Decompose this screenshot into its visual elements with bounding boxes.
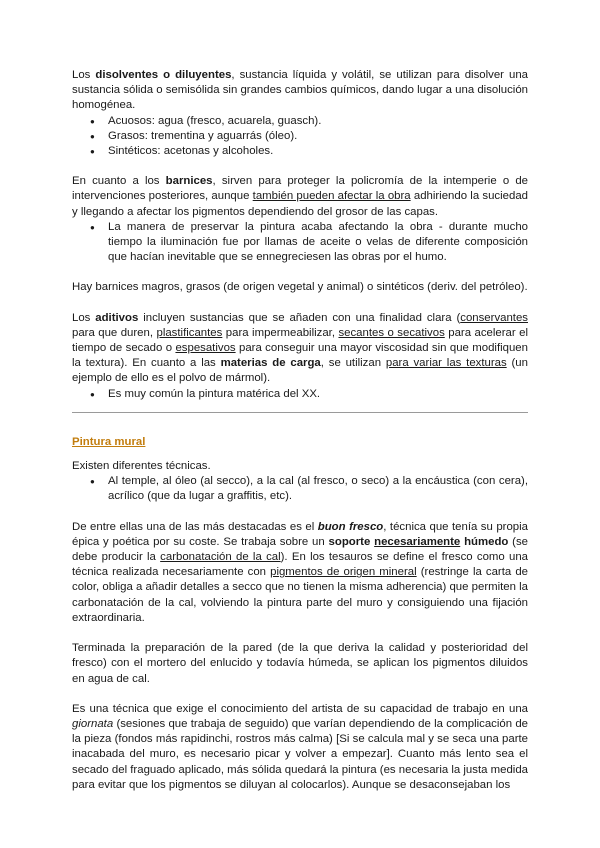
list-item: ● Grasos: trementina y aguarrás (óleo). xyxy=(108,129,528,144)
text: En cuanto a los xyxy=(72,175,166,188)
list-item: ● Sintéticos: acetonas y alcoholes. xyxy=(108,144,528,159)
buon-fresco-paragraph xyxy=(72,520,528,626)
aditivos-list xyxy=(72,387,528,402)
underlined-phrase: también pueden afectar la obra xyxy=(252,190,411,203)
underlined-phrase: pigmentos de origen mineral xyxy=(270,566,417,579)
barnices-types-paragraph: Hay barnices magros, grasos (de origen vegetal y animal) o sintéticos (deriv. del petróleo). xyxy=(72,281,528,294)
term-giornata: giornata xyxy=(72,717,114,730)
text: para que duren, xyxy=(72,326,157,339)
disolventes-paragraph xyxy=(72,68,528,114)
preparacion-paragraph: Terminada la preparación de la pared (de la que deriva la calidad y posterioridad del fresco) con el mortero del enlucido y todavía húmeda, se aplican los pigmentos diluidos en agua de cal. xyxy=(72,642,528,685)
term-disolventes: disolventes o diluyentes xyxy=(95,69,232,81)
term-barnices: barnices xyxy=(165,175,213,188)
underlined-phrase: secantes o secativos xyxy=(338,326,445,339)
term-soporte: soporte xyxy=(328,535,371,548)
text: , sustancia líquida y volátil, se utilizan para disolver una sustancia sólida o semisólida sin grandes cambios químicos, dando lugar a una disolución homogénea. xyxy=(72,69,528,112)
text: Los xyxy=(72,69,96,81)
text: incluyen sustancias que se añaden con una finalidad clara ( xyxy=(138,311,461,324)
underlined-phrase: para variar las texturas xyxy=(385,357,507,370)
term-buon-fresco: buon fresco xyxy=(317,520,384,533)
text: para impermeabilizar, xyxy=(222,326,339,339)
list-item: ● La manera de preservar la pintura acaba afectando la obra - durante mucho tiempo la iluminación fue por llamas de aceite o velas de diferente composición que hacían inevitable que se ennegreciesen las obras por el humo. xyxy=(108,220,528,266)
list-item: ● Acuosos: agua (fresco, acuarela, guasch). xyxy=(108,114,528,129)
barnices-list xyxy=(72,220,528,266)
term-aditivos: aditivos xyxy=(95,311,139,324)
underlined-phrase: plastificantes xyxy=(156,326,223,339)
text: , se utilizan xyxy=(320,357,386,370)
text: (sesiones que trabaja de seguido) que varían dependiendo de la complicación de la pieza (fondos más rapidinchi, rostros más calma) [Si se calcula mal y se seca una parte inacabada del muro, es necesario picar y volver a empezar]. Cuanto más lento sea el secado del fraguado aplicado, más sólida quedará la pintura (es necesaria la justa medida para evitar que los pigmentos se diluyan al colocarlos). Aunque se desaconsejaban los xyxy=(72,717,528,791)
underlined-phrase: carbonatación de la cal xyxy=(160,551,281,564)
term-materias-de-carga: materias de carga xyxy=(220,357,321,370)
underlined-phrase: conservantes xyxy=(460,311,528,324)
text: , sirven para proteger la policromía de la intemperie o de intervenciones posteriores, aunque xyxy=(72,175,528,203)
term-humedo: húmedo xyxy=(464,535,509,548)
text: , técnica que tenía su propia épica y poética por su coste. Se trabaja sobre un xyxy=(72,520,528,548)
disolventes-list xyxy=(72,114,528,160)
text: ). En los tesauros se define el fresco como una técnica realizada necesariamente con xyxy=(72,551,528,579)
giornata-paragraph xyxy=(72,702,528,793)
text: para conseguir una mayor viscosidad sin que modifiquen la textura). En cuanto a las xyxy=(72,342,528,370)
text: Es una técnica que exige el conocimiento del artista de su capacidad de trabajo en una xyxy=(72,702,528,715)
text: Los xyxy=(72,311,96,324)
text: (un ejemplo de ello es el polvo de mármol). xyxy=(72,357,528,385)
text: adhiriendo la suciedad y llegando a afectar los pigmentos dependiendo del grosor de las capas. xyxy=(72,190,528,218)
term-necesariamente: necesariamente xyxy=(374,535,461,548)
aditivos-paragraph xyxy=(72,311,528,387)
text: De entre ellas una de las más destacadas es el xyxy=(72,520,318,533)
mural-intro: Existen diferentes técnicas. xyxy=(72,460,211,473)
text: (restringe la carta de color, obliga a añadir detalles a secco que no tienen la misma adherencia) que permiten la carbonatación de la cal, volviendo la pintura parte del muro y consiguiendo una fijación extraordinaria. xyxy=(72,566,528,624)
text: para acelerar el tiempo de secado o xyxy=(72,326,528,355)
underlined-phrase: espesativos xyxy=(175,342,236,355)
list-item: ● Es muy común la pintura matérica del XX. xyxy=(108,387,528,402)
barnices-paragraph xyxy=(72,174,528,220)
section-heading: Pintura mural xyxy=(72,435,146,448)
mural-techniques-list xyxy=(72,474,528,504)
text: (se debe producir la xyxy=(72,535,528,564)
list-item: ● Al temple, al óleo (al secco), a la cal (al fresco, o seco) a la encáustica (con cera), acrílico (que da lugar a graffitis, etc). xyxy=(108,474,528,504)
